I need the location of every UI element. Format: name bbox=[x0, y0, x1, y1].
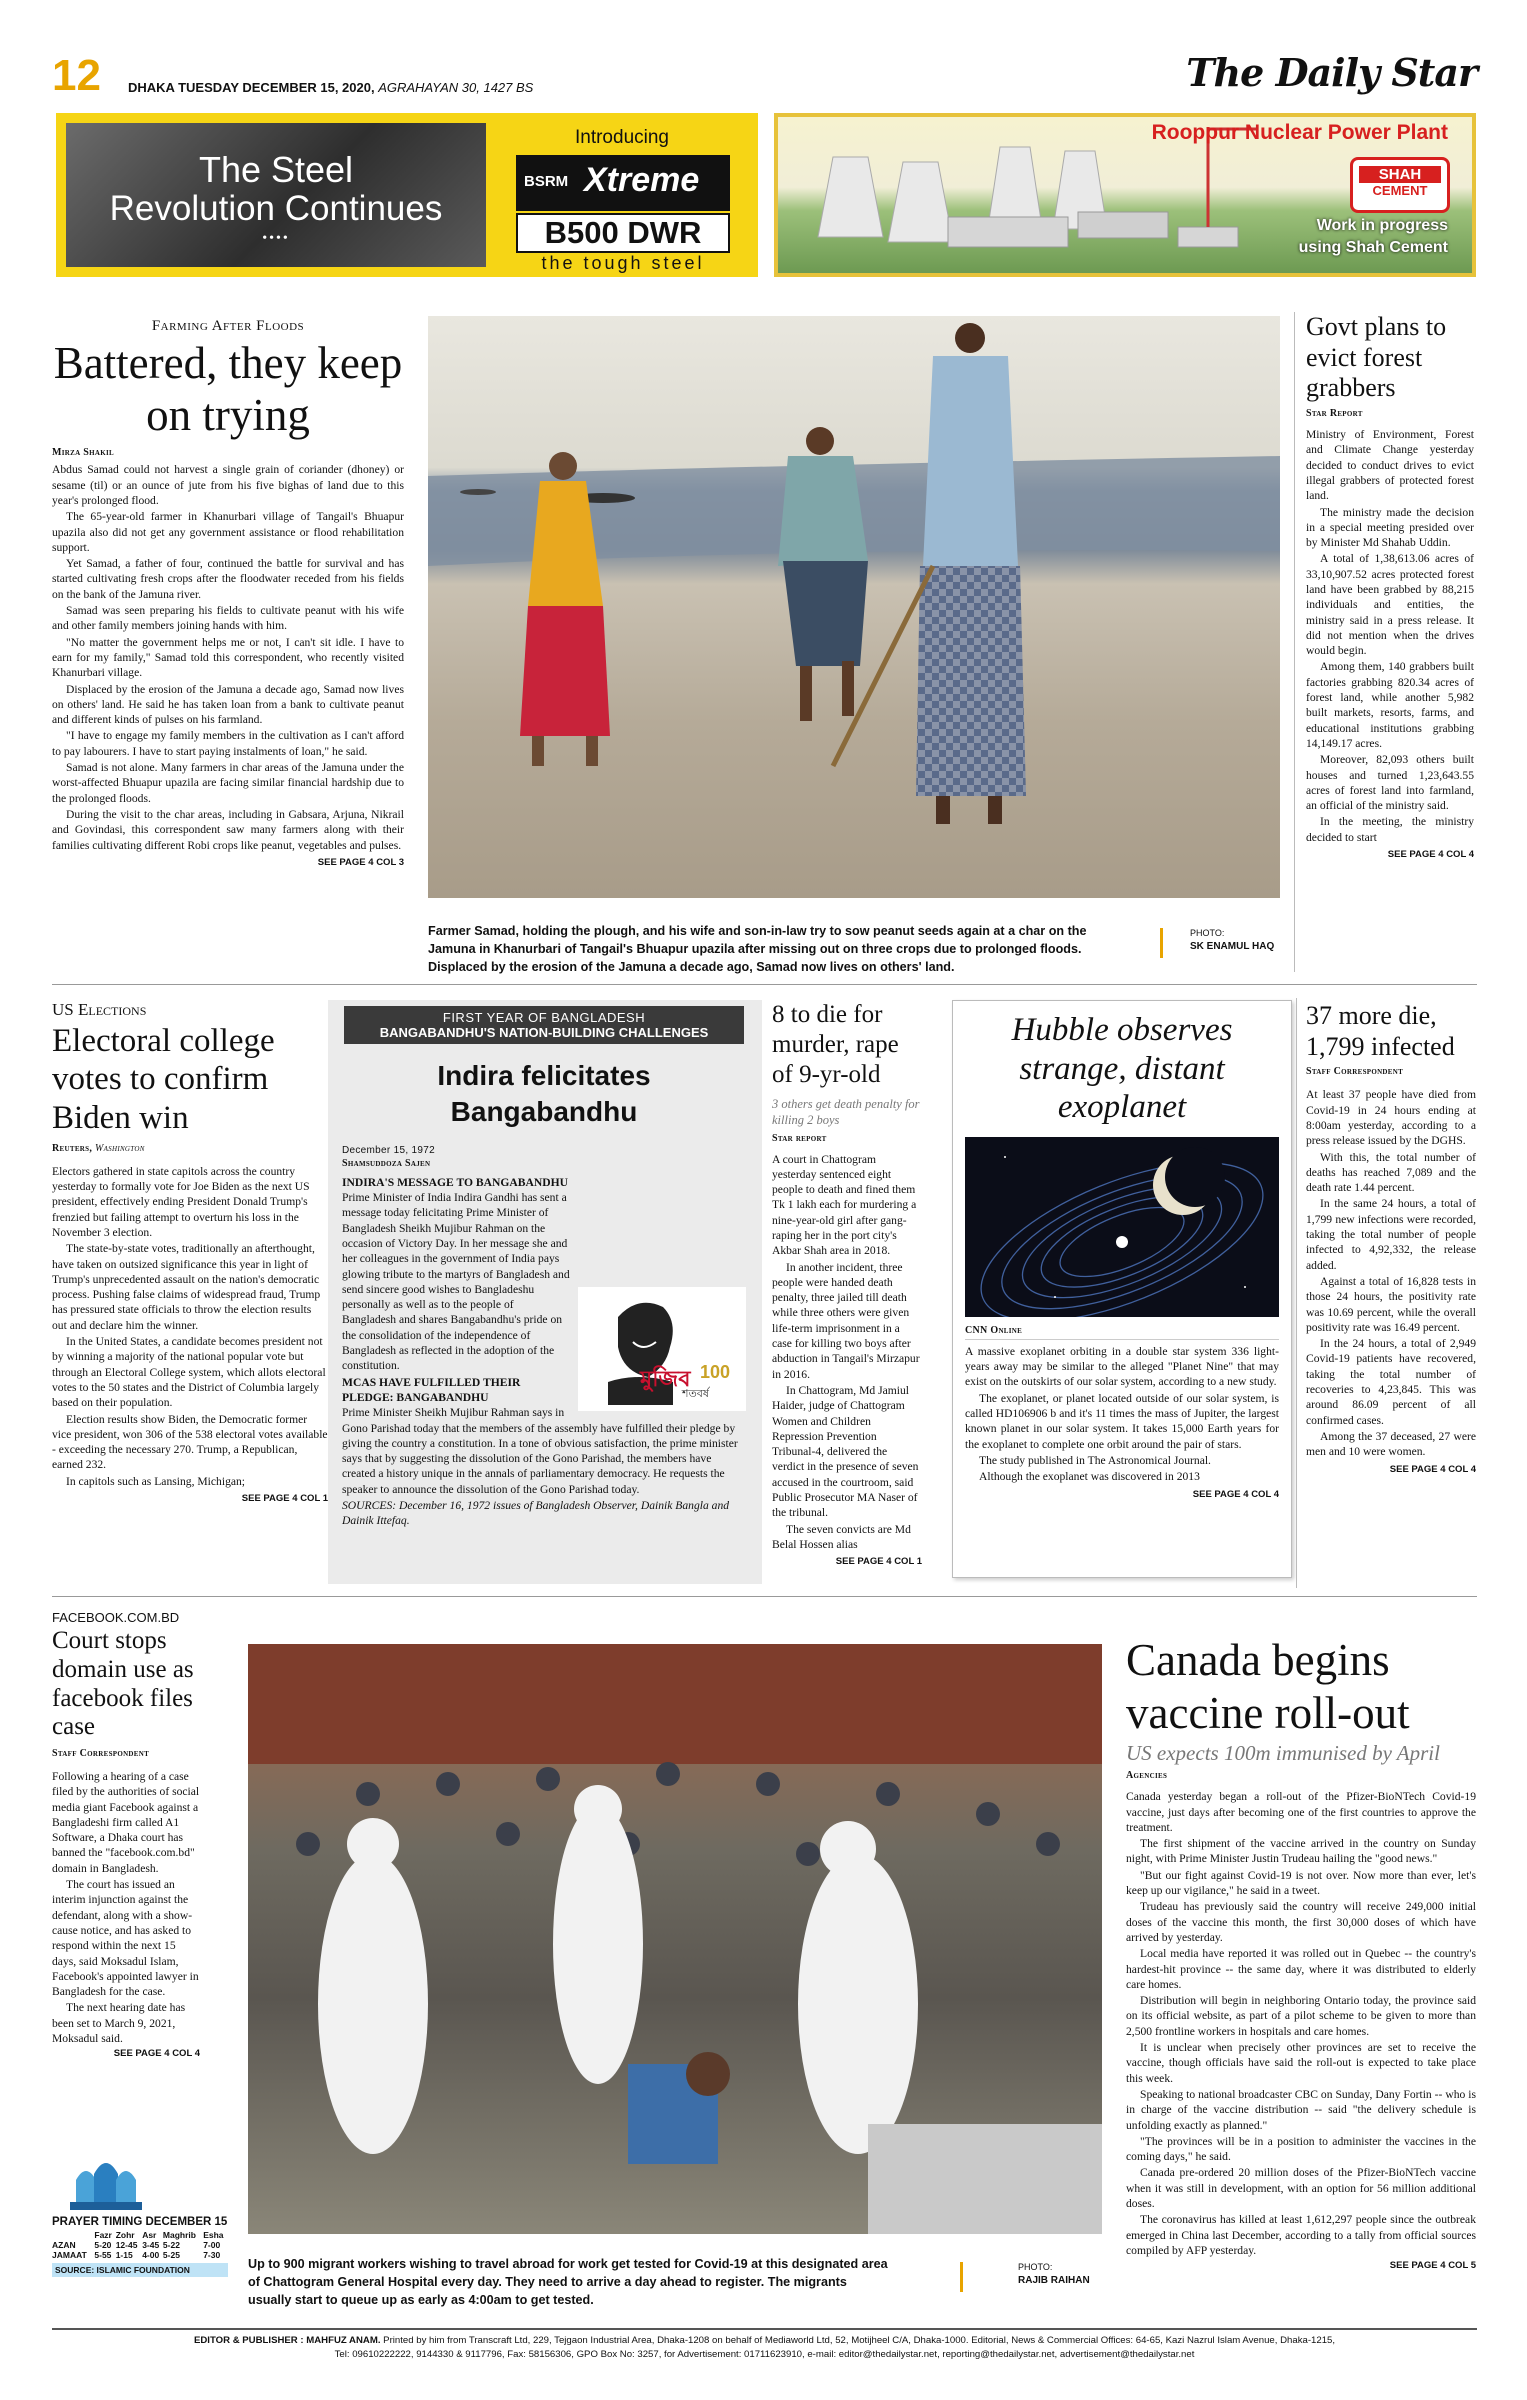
prayer-cell: 5-55 bbox=[94, 2250, 112, 2260]
dateline-date: DHAKA TUESDAY DECEMBER 15, 2020, bbox=[128, 80, 375, 95]
banner-line-1: FIRST YEAR OF BANGLADESH bbox=[442, 1010, 646, 1025]
lead-paragraph: Samad was seen preparing his fields to cultivate peanut with his wife and other family members joining hands with him. bbox=[52, 604, 404, 633]
photo-credit-name: SK ENAMUL HAQ bbox=[1190, 940, 1275, 952]
prayer-title: PRAYER TIMING DECEMBER 15 bbox=[52, 2216, 228, 2228]
prayer-cell: 7-00 bbox=[203, 2240, 221, 2250]
mujib-logo-text: মুজিব bbox=[640, 1366, 691, 1392]
migrant-photo-credit bbox=[1018, 2262, 1090, 2287]
murder-subhead: 3 others get death penalty for killing 2 boys bbox=[772, 1097, 920, 1128]
us-story bbox=[52, 1000, 328, 1504]
covid-paragraph: In the 24 hours, a total of 2,949 Covid-19 patients have recovered, taking the total number of recoveries to 4,23,845. This was around 86.09 percent of all confirmed cases. bbox=[1306, 1337, 1476, 1427]
steel-ad-panel bbox=[66, 123, 486, 267]
migrant-photo-caption: Up to 900 migrant workers wishing to travel abroad for work get tested for Covid-19 at this designated area of Chattogram General Hospital every day. They need to arrive a day ahead to register. The migrants usually start to queue up as early as 4:00am to get tested. bbox=[248, 2257, 888, 2307]
prayer-cell: 5-20 bbox=[94, 2240, 112, 2250]
forest-jump-link[interactable]: SEE PAGE 4 COL 4 bbox=[1387, 849, 1474, 861]
murder-headline[interactable]: 8 to die for murder, rape of 9-yr-old bbox=[772, 1001, 899, 1088]
mujib-logo bbox=[578, 1287, 746, 1411]
us-byline-place: Washington bbox=[94, 1142, 145, 1154]
prayer-cell: 4-00 bbox=[142, 2250, 160, 2260]
us-paragraph: Electors gathered in state capitols across the country yesterday to formally vote for Joe Biden as the next US president, effectively ending President Donald Trump's frenzied but failing attempt to overturn his loss in the November 3 election. bbox=[52, 1164, 310, 1239]
prayer-header-cell bbox=[52, 2230, 94, 2240]
lead-paragraph: Abdus Samad could not harvest a single grain of coriander (dhoney) or sesame (til) or an ounce of jute from his five bighas of land due to this year's prolonged flood. bbox=[52, 463, 404, 507]
lead-kicker: Farming After Floods bbox=[151, 318, 305, 334]
forest-paragraph: Moreover, 82,093 others built houses and turned 1,23,643.55 acres of forest land into farmland, an official of the ministry said. bbox=[1306, 753, 1474, 813]
prayer-cell: 12-45 bbox=[115, 2240, 138, 2250]
us-paragraph: In the United States, a candidate becomes president not by winning a majority of the national popular vote but through an Electoral College system, which allots electoral votes to the 50 states and the District of Columbia largely based on their population. bbox=[52, 1335, 326, 1410]
covid-byline: Staff Correspondent bbox=[1306, 1066, 1404, 1078]
prayer-header-cell: Maghrib bbox=[162, 2230, 196, 2240]
facebook-paragraph: The next hearing date has been set to March 9, 2021, Moksadul said. bbox=[52, 2001, 186, 2046]
steel-ad-product: Xtreme bbox=[584, 161, 700, 199]
us-kicker: US Elections bbox=[52, 1000, 147, 1019]
covid-jump-link[interactable]: SEE PAGE 4 COL 4 bbox=[1389, 1463, 1476, 1475]
bangabandhu-date: December 15, 1972 bbox=[342, 1144, 435, 1156]
banner-line-2: BANGABANDHU'S NATION-BUILDING CHALLENGES bbox=[379, 1025, 709, 1040]
us-paragraph: The state-by-state votes, traditionally an afterthought, have taken on outsized significance this year in light of Trump's unprecedented assault on the nation's democratic process. Pushing false claims of widespread fraud, Trump has pressured state officials to throw the election results out and declare him the winner. bbox=[52, 1242, 321, 1332]
murder-paragraph: In another incident, three people were handed death penalty, three jailed till death while three others were given life-term imprisonment in a case for killing two boys after abduction in Tangail's Mirzapur in 2016. bbox=[772, 1260, 920, 1381]
prayer-timing bbox=[52, 2152, 228, 2277]
lead-paragraph: Yet Samad, a father of four, continued the battle for survival and has started cultivating fresh crops after the floodwater receded from his fields on the bank of the Jamuna river. bbox=[52, 557, 404, 601]
forest-paragraph: Ministry of Environment, Forest and Climate Change yesterday decided to conduct drives to evict illegal grabbers of protected forest land. bbox=[1306, 428, 1474, 503]
forest-byline: Star Report bbox=[1306, 408, 1363, 420]
facebook-kicker: FACEBOOK.COM.BD bbox=[52, 1610, 180, 1625]
steel-ad-headline-2: Revolution Continues bbox=[109, 189, 443, 228]
steel-ad-headline-1: The Steel bbox=[198, 149, 354, 190]
hubble-jump-link[interactable]: SEE PAGE 4 COL 4 bbox=[1192, 1488, 1279, 1500]
bangabandhu-paragraph: Prime Minister Sheikh Mujibur Rahman says in Gono Parishad today that the members of the assembly have fulfilled their pledge by giving the country a constitution. In a tone of obvious satisfaction, the prime minister says that by suggesting the dissolution of the Gono Parishad, the members have created a history unique in the annals of parliamentary democracy. He requests the speaker to announce the dissolution of the Gono Parishad today. bbox=[342, 1406, 738, 1496]
facebook-paragraph: Following a hearing of a case filed by the authorities of social media giant Facebook against a Bangladeshi firm called A1 Software, a Dhaka court has banned the "facebook.com.bd" domain in Bangladesh. bbox=[52, 1770, 200, 1875]
us-body bbox=[52, 1164, 328, 1489]
hubble-paragraph: Although the exoplanet was discovered in 2013 bbox=[979, 1470, 1200, 1484]
bangabandhu-banner bbox=[344, 1006, 744, 1044]
prayer-header-cell: Zohr bbox=[115, 2230, 135, 2240]
covid-story bbox=[1306, 1000, 1476, 1475]
dateline bbox=[128, 80, 533, 95]
us-paragraph: Election results show Biden, the Democratic former vice president, won 306 of the 538 electoral votes available - exceeding the necessary 270. Trump, a Republican, earned 232. bbox=[52, 1412, 328, 1472]
lead-photo[interactable] bbox=[428, 316, 1280, 898]
page-number: 12 bbox=[52, 51, 101, 100]
hubble-image bbox=[965, 1137, 1279, 1317]
prayer-cell: 5-22 bbox=[162, 2240, 180, 2250]
canada-paragraph: Distribution will begin in neighboring Ontario today, the province said on its official website, as part of a pilot scheme to be given to more than 2,500 frontline workers in hospitals and care homes. bbox=[1126, 1994, 1476, 2038]
cement-ad-work-2: using Shah Cement bbox=[1298, 239, 1448, 256]
covid-body bbox=[1306, 1087, 1476, 1459]
exoplanet-illustration bbox=[965, 1137, 1279, 1317]
us-byline: Reuters, Washington bbox=[52, 1142, 145, 1154]
prayer-cell: JAMAAT bbox=[52, 2250, 87, 2260]
prayer-header-row bbox=[52, 2230, 228, 2240]
canada-paragraph: The first shipment of the vaccine arrived in the country on Sunday night, with Prime Minister Justin Trudeau hailing the "good news." bbox=[1126, 1837, 1476, 1866]
canada-story bbox=[1126, 1634, 1476, 2271]
photo-credit-label: PHOTO: bbox=[1190, 928, 1225, 938]
lead-paragraph: "I have to engage my family members in the cultivation as I can't afford to pay labourers. I have to start paying instalments of loan," he said. bbox=[52, 729, 404, 758]
prayer-cell: AZAN bbox=[52, 2240, 76, 2250]
murder-jump-link[interactable]: SEE PAGE 4 COL 1 bbox=[835, 1556, 922, 1568]
prayer-cell: 7-30 bbox=[203, 2250, 221, 2260]
hubble-headline[interactable]: Hubble observes strange, distant exoplanet bbox=[1011, 1012, 1233, 1126]
murder-paragraph: The seven convicts are Md Belal Hossen alias bbox=[772, 1522, 911, 1551]
hubble-paragraph: The exoplanet, or planet located outside of our solar system, is called HD106906 b and it's 11 times the mass of Jupiter, the largest known planet in our solar system. It takes 15,000 Earth years for the exoplanet to complete one orbit around the pair of stars. bbox=[965, 1391, 1279, 1451]
forest-paragraph: Among them, 140 grabbers built factories grabbing 820.34 acres of forest land, while another 5,982 built markets, resorts, farms, and educational institutions grabbing 14,149.17 acres. bbox=[1306, 660, 1474, 750]
lead-body bbox=[52, 462, 404, 852]
photo-credit-bar bbox=[960, 2262, 963, 2292]
bangabandhu-paragraph: Prime Minister of India Indira Gandhi has sent a message today felicitating Prime Minister of Bangladesh Sheikh Mujibur Rahman on the occasion of Victory Day. In her message she and her colleagues in the government of India pays glowing tribute to the martyrs of Bangladesh and send sincere good wishes to Bangladeshu personally as well as to the people of Bangladesh and shares Bangabandhu's pride on the consolidation of the independence of Bangladesh as reflected in the adoption of the constitution. bbox=[342, 1191, 570, 1373]
section-divider bbox=[52, 1596, 1477, 1597]
canada-paragraph: Trudeau has previously said the country will receive 249,000 initial doses of the vaccine this month, the first 30,000 doses of which have arrived by yesterday. bbox=[1126, 1900, 1476, 1944]
us-paragraph: In capitols such as Lansing, Michigan; bbox=[66, 1474, 246, 1488]
bangabandhu-sources: SOURCES: December 16, 1972 issues of Bangladesh Observer, Dainik Bangla and Dainik Ittefaq. bbox=[342, 1499, 730, 1528]
lead-paragraph: The 65-year-old farmer in Khanurbari village of Tangail's Bhuapur upazila also did not get any government assistance or flood rehabilitation support. bbox=[52, 510, 404, 554]
canada-paragraph: "The provinces will be in a position to administer the vaccines in the coming days," he said. bbox=[1126, 2134, 1476, 2164]
paper-logo[interactable]: The Daily Star bbox=[1186, 50, 1477, 95]
lead-paragraph: "No matter the government helps me or not, I can't sit idle. I have to earn for my family," Samad told this correspondent, who recently visited Khanurbari village. bbox=[52, 635, 404, 680]
lead-photo-caption: Farmer Samad, holding the plough, and his wife and son-in-law try to sow peanut seeds again at a char on the Jamuna in Khanurbari of Tangail's Bhuapur upazila after missing out on three crops due to prolonged floods. Displaced by the erosion of the Jamuna a decade ago, Samad now lives on others' land. bbox=[428, 924, 1087, 974]
hubble-paragraph: A massive exoplanet orbiting in a double star system 336 light-years away may be similar to the alleged "Planet Nine" that may exist on the outskirts of our solar system, according to a new study. bbox=[965, 1344, 1279, 1389]
lead-photo-credit bbox=[1190, 928, 1274, 953]
prayer-header-cell: Esha bbox=[203, 2230, 224, 2240]
footer-line-1 bbox=[52, 2334, 1477, 2348]
footer-address: Printed by him from Transcraft Ltd, 229, Tejgaon Industrial Area, Dhaka-1208 on behalf of Mediaworld Ltd, 52, Motijheel C/A, Dhaka-1000. Editorial, News & Commercial Offices: 64-65, Kazi Nazrul Islam Avenue, Dhaka-1215, bbox=[383, 2335, 1336, 2346]
bangabandhu-byline: Shamsuddoza Sajen bbox=[342, 1157, 431, 1169]
facebook-body bbox=[52, 1769, 200, 2046]
forest-paragraph: A total of 1,38,613.06 acres of 33,10,907.52 acres protected forest land have been grabbed by 88,215 individuals and entities, the ministry said in a press release. It did not mention when the drives would begin. bbox=[1306, 552, 1474, 658]
covid-testing-illustration bbox=[248, 1644, 1102, 2234]
facebook-paragraph: The court has issued an interim injunction against the defendant, along with a show-cause notice, and has asked to respond within the next 15 days, said Moksadul Islam, Facebook's appointed lawyer in Bangladesh for the case. bbox=[52, 1878, 199, 1999]
canada-paragraph: The coronavirus has killed at least 1,612,297 people since the outbreak emerged in China last December, according to a tally from official sources compiled by AFP yesterday. bbox=[1126, 2213, 1476, 2257]
canada-headline[interactable]: Canada begins vaccine roll-out bbox=[1126, 1635, 1410, 1738]
hubble-byline: CNN Online bbox=[965, 1325, 1279, 1340]
section-divider bbox=[52, 984, 1477, 985]
footer-line-2: Tel: 09610222222, 9144330 & 9117796, Fax: 58156306, GPO Box No: 3257, for Advertisement: 01711623910, e-mail: editor@thedailystar.net, reporting@thedailystar.net, advertisement@thedailystar.net bbox=[334, 2348, 1195, 2360]
dateline-bangla: AGRAHAYAN 30, 1427 BS bbox=[378, 80, 534, 95]
hubble-body bbox=[965, 1344, 1279, 1485]
cement-ad-work-1: Work in progress bbox=[1316, 217, 1448, 234]
farmers-illustration bbox=[428, 316, 1280, 898]
mosque-icon bbox=[66, 2152, 146, 2212]
us-jump-link[interactable]: SEE PAGE 4 COL 1 bbox=[241, 1493, 328, 1505]
prayer-cell: 5-25 bbox=[162, 2250, 180, 2260]
canada-paragraph: Canada pre-ordered 20 million doses of the Pfizer-BioNTech vaccine when it was still in development, with an option for 56 million additional doses. bbox=[1126, 2166, 1476, 2210]
canada-byline: Agencies bbox=[1126, 1770, 1168, 1782]
prayer-table bbox=[52, 2230, 228, 2260]
us-headline[interactable]: Electoral college votes to confirm Biden win bbox=[52, 1023, 275, 1136]
covid-paragraph: At least 37 people have died from Covid-19 in 24 hours ending at 8:00am yesterday, according to a press release issued by the DGHS. bbox=[1306, 1088, 1476, 1148]
hubble-story bbox=[952, 1000, 1292, 1578]
facebook-byline: Staff Correspondent bbox=[52, 1748, 150, 1759]
masthead bbox=[52, 50, 1477, 102]
migrant-photo[interactable] bbox=[248, 1644, 1102, 2234]
prayer-row bbox=[52, 2240, 228, 2250]
forest-body bbox=[1306, 427, 1474, 845]
forest-paragraph: In the meeting, the ministry decided to start bbox=[1306, 815, 1474, 844]
facebook-jump-link[interactable]: SEE PAGE 4 COL 4 bbox=[113, 2048, 200, 2060]
steel-ad-dots: •••• bbox=[262, 231, 290, 246]
prayer-cell: 1-15 bbox=[115, 2250, 133, 2260]
canada-paragraph: "But our fight against Covid-19 is not over. Now more than ever, let's keep up our vigilance," he said in a tweet. bbox=[1126, 1868, 1476, 1898]
column-rule bbox=[1294, 312, 1295, 972]
facebook-story bbox=[52, 1610, 200, 2059]
steel-ad-tagline: the tough steel bbox=[541, 253, 705, 273]
photo-credit-label: PHOTO: bbox=[1018, 2262, 1053, 2272]
cement-ad[interactable] bbox=[774, 113, 1476, 277]
lead-paragraph: During the visit to the char areas, including in Gabsara, Arjuna, Nikrail and Govindasi, this correspondent saw many farmers along with their families cultivating different Robi crops like peanut, vegetables and pulses. bbox=[52, 807, 404, 852]
steel-ad-brand: BSRM bbox=[524, 173, 569, 190]
lead-paragraph: Displaced by the erosion of the Jamuna a decade ago, Samad now lives on others' land. He said he has taken loan from a bank to cultivate peanut and different kinds of pulses on his farmland. bbox=[52, 682, 404, 727]
bangabandhu-body bbox=[342, 1175, 746, 1529]
canada-jump-link[interactable]: SEE PAGE 4 COL 5 bbox=[1389, 2260, 1476, 2272]
canada-paragraph: It is unclear when precisely other provinces are set to receive the vaccine, though officials have said the roll-out is expected to take place this week. bbox=[1126, 2041, 1476, 2085]
steel-ad[interactable] bbox=[56, 113, 758, 277]
covid-paragraph: Against a total of 16,828 tests in those 24 hours, the positivity rate was 10.69 percent, while the overall positivity rate was 16.49 percent. bbox=[1306, 1274, 1476, 1334]
footer-divider bbox=[52, 2328, 1477, 2330]
photo-credit-name: RAJIB RAIHAN bbox=[1018, 2274, 1090, 2286]
lead-paragraph: Samad is not alone. Many farmers in char areas of the Jamuna under the worst-affected Bhuapur upazila are facing similar financial hardship due to the prolonged floods. bbox=[52, 761, 404, 805]
lead-story bbox=[52, 318, 404, 868]
canada-paragraph: Local media have reported it was rolled out in Quebec -- the country's hardest-hit province -- the same day, where it was distributed to elderly care homes. bbox=[1126, 1947, 1476, 1991]
photo-credit-bar bbox=[1160, 928, 1163, 958]
footer bbox=[52, 2334, 1477, 2362]
covid-paragraph: In the same 24 hours, a total of 1,799 new infections were recorded, taking the total number of people infected to 4,92,332, the release added. bbox=[1306, 1197, 1476, 1272]
canada-paragraph: Canada yesterday began a roll-out of the Pfizer-BioNTech Covid-19 vaccine, just days after becoming one of the first countries to approve the treatment. bbox=[1126, 1790, 1476, 1834]
cement-logo-line2: CEMENT bbox=[1372, 183, 1428, 198]
lead-jump-link[interactable]: SEE PAGE 4 COL 3 bbox=[317, 856, 404, 868]
lead-headline[interactable]: Battered, they keep on trying bbox=[53, 338, 403, 441]
canada-paragraph: Speaking to national broadcaster CBC on Sunday, Dany Fortin -- who is in charge of the vaccine distribution -- said "the delivery schedule is unfolding exactly as planned." bbox=[1126, 2087, 1476, 2132]
prayer-source: SOURCE: ISLAMIC FOUNDATION bbox=[52, 2263, 228, 2277]
prayer-header-cell: Fazr bbox=[94, 2230, 112, 2240]
prayer-row bbox=[52, 2250, 228, 2260]
us-byline-agency: Reuters bbox=[52, 1142, 90, 1154]
bangabandhu-box bbox=[328, 1000, 762, 1584]
steel-ad-product-box bbox=[516, 155, 730, 211]
murder-story bbox=[772, 1000, 922, 1567]
murder-paragraph: In Chattogram, Md Jamiul Haider, judge of Chattogram Women and Children Repression Prevention Tribunal-4, delivered the verdict in the presence of seven accused in the courtroom, said Public Prosecutor MA Naser of the tribunal. bbox=[772, 1383, 919, 1520]
covid-paragraph: With this, the total number of deaths has reached 7,089 and the death rate 1.44 percent. bbox=[1306, 1150, 1476, 1195]
mujib-logo-num: 100 bbox=[700, 1361, 731, 1382]
steel-ad-introducing: Introducing bbox=[574, 127, 669, 148]
facebook-headline[interactable]: Court stops domain use as facebook files case bbox=[52, 1627, 194, 1741]
hubble-paragraph: The study published in The Astronomical Journal. bbox=[979, 1453, 1211, 1467]
steel-ad-grade: B500 DWR bbox=[516, 213, 730, 253]
covid-paragraph: Among the 37 deceased, 27 were men and 10 were women. bbox=[1306, 1429, 1476, 1459]
bangabandhu-sub-1: INDIRA'S MESSAGE TO BANGABANDHU bbox=[342, 1175, 569, 1189]
murder-byline: Star report bbox=[772, 1132, 827, 1144]
cement-logo bbox=[1350, 157, 1450, 213]
canada-subhead: US expects 100m immunised by April bbox=[1126, 1741, 1440, 1766]
prayer-header-cell: Asr bbox=[142, 2230, 157, 2240]
forest-paragraph: The ministry made the decision in a special meeting presided over by Minister Md Shahab Uddin. bbox=[1306, 505, 1474, 550]
forest-headline[interactable]: Govt plans to evict forest grabbers bbox=[1306, 312, 1447, 403]
murder-body bbox=[772, 1152, 922, 1553]
murder-paragraph: A court in Chattogram yesterday sentenced eight people to death and fined them Tk 1 lakh each for murdering a nine-year-old girl after gang-raping her in the port city's Akbar Shah area in 2018. bbox=[772, 1152, 917, 1258]
column-rule bbox=[1296, 998, 1297, 1588]
covid-headline[interactable]: 37 more die, 1,799 infected bbox=[1306, 1001, 1455, 1062]
forest-story bbox=[1306, 312, 1474, 860]
cement-ad-title: Rooppur Nuclear Power Plant bbox=[1151, 121, 1448, 144]
footer-editor: EDITOR & PUBLISHER : MAHFUZ ANAM. bbox=[193, 2335, 381, 2346]
canada-body bbox=[1126, 1789, 1476, 2258]
lead-byline: Mirza Shakil bbox=[52, 447, 114, 459]
bangabandhu-sub-2: MCAS HAVE FULFILLED THEIR PLEDGE: BANGABANDHU bbox=[342, 1375, 521, 1404]
mujib-logo-sub: শতবর্ষ bbox=[682, 1386, 709, 1400]
cement-logo-line1: SHAH bbox=[1359, 166, 1441, 183]
bangabandhu-headline[interactable]: Indira felicitates Bangabandhu bbox=[437, 1060, 651, 1128]
prayer-cell: 3-45 bbox=[142, 2240, 160, 2250]
